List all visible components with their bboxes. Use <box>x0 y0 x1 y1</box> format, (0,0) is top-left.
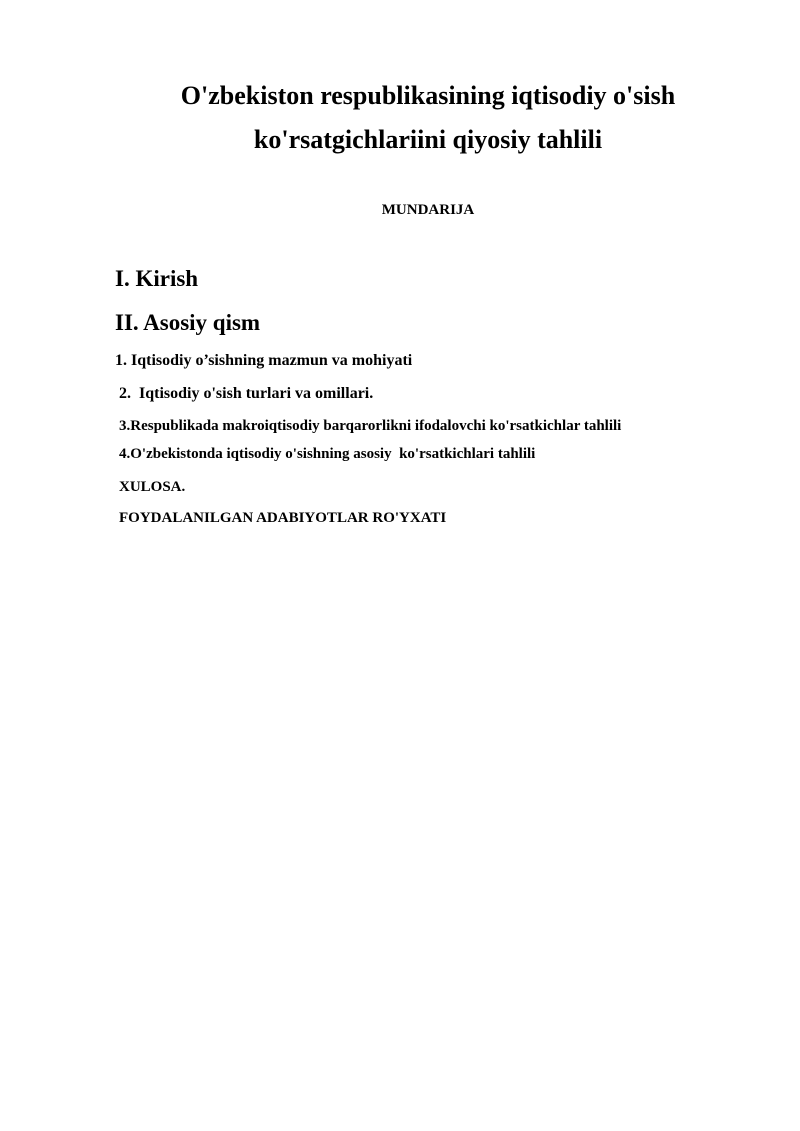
document-title-line-2: ko'rsatgichlariini qiyosiy tahlili <box>253 125 603 154</box>
toc-item-section-2: 2. Iqtisodiy o'sish turlari va omillari. <box>119 385 374 402</box>
toc-heading: MUNDARIJA <box>381 202 475 218</box>
toc-item-section-3: 3.Respublikada makroiqtisodiy barqarorlikni ifodalovchi ko'rsatkichlar tahlili <box>119 418 622 434</box>
toc-item-conclusion: XULOSA. <box>119 479 186 495</box>
toc-item-section-4: 4.O'zbekistonda iqtisodiy o'sishning asosiy ko'rsatkichlari tahlili <box>119 446 536 462</box>
toc-item-kirish: I. Kirish <box>115 266 199 291</box>
document-title-line-1: O'zbekiston respublikasining iqtisodiy o'sish <box>180 81 676 110</box>
toc-item-references: FOYDALANILGAN ADABIYOTLAR RO'YXATI <box>119 510 447 526</box>
toc-item-asosiy-qism: II. Asosiy qism <box>115 310 261 335</box>
toc-item-section-1: 1. Iqtisodiy o’sishning mazmun va mohiyati <box>115 352 413 369</box>
